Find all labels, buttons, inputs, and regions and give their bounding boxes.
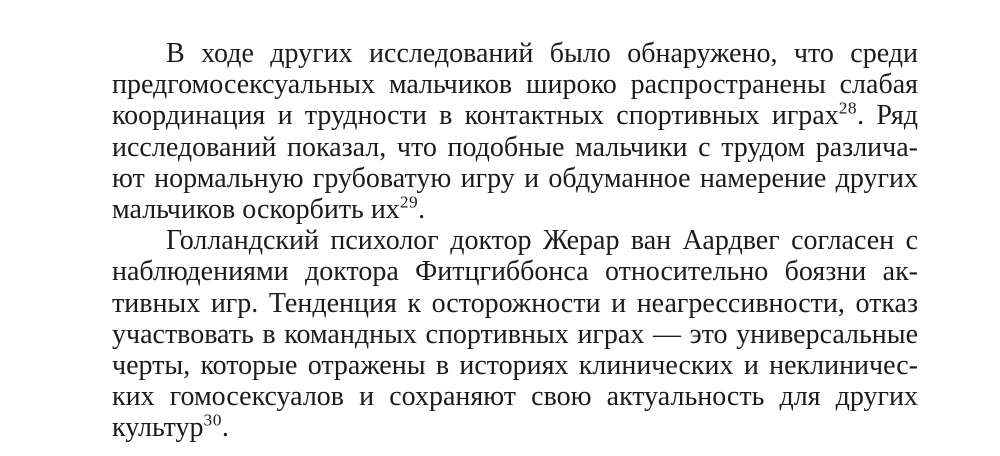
paragraph	[112, 225, 918, 443]
footnote-reference: 30	[203, 411, 222, 431]
text-segment: предгомосексуальных мальчиков широко распространены слабая	[112, 69, 918, 101]
text-segment: ких гомосексуалов и сохраняют свою актуальность для других	[112, 381, 918, 413]
text-segment: черты, которые отражены в историях клинических и неклиничес-	[112, 350, 918, 382]
text-line	[112, 100, 918, 131]
text-line	[112, 194, 918, 225]
text-line	[112, 38, 918, 69]
text-line	[112, 381, 918, 412]
text-segment: мальчиков оскорбить их	[112, 194, 400, 226]
text-line	[112, 163, 918, 194]
text-line	[112, 412, 918, 443]
text-segment: исследований показал, что подобные мальчики с трудом различа-	[112, 131, 918, 163]
text-line	[112, 132, 918, 163]
footnote-reference: 28	[838, 99, 858, 119]
text-segment: ют нормальную грубоватую игру и обдуманное намерение других	[112, 162, 918, 194]
text-segment: координация и трудности в контактных спортивных играх	[112, 100, 839, 132]
text-line	[112, 256, 918, 287]
text-line	[112, 350, 918, 381]
text-segment: тивных игр. Тенденция к осторожности и неагрессивности, отказ	[112, 287, 918, 319]
text-segment: Голландский психолог доктор Жерар ван Аардвег согласен с	[166, 225, 918, 257]
text-segment: . Ряд	[857, 100, 918, 132]
text-segment: .	[418, 194, 426, 226]
text-line	[112, 319, 918, 350]
text-segment: наблюдениями доктора Фитцгиббонса относительно боязни ак-	[112, 256, 918, 288]
text-segment: .	[221, 412, 229, 444]
footnote-reference: 29	[399, 192, 419, 212]
text-line	[112, 225, 918, 256]
text-line	[112, 69, 918, 100]
text-block	[112, 0, 918, 444]
text-segment: участвовать в командных спортивных играх — это универсальные	[112, 318, 918, 350]
text-line	[112, 288, 918, 319]
paragraph	[112, 38, 918, 225]
text-segment: культур	[112, 412, 204, 444]
text-segment: В ходе других исследований было обнаружено, что среди	[166, 38, 918, 69]
